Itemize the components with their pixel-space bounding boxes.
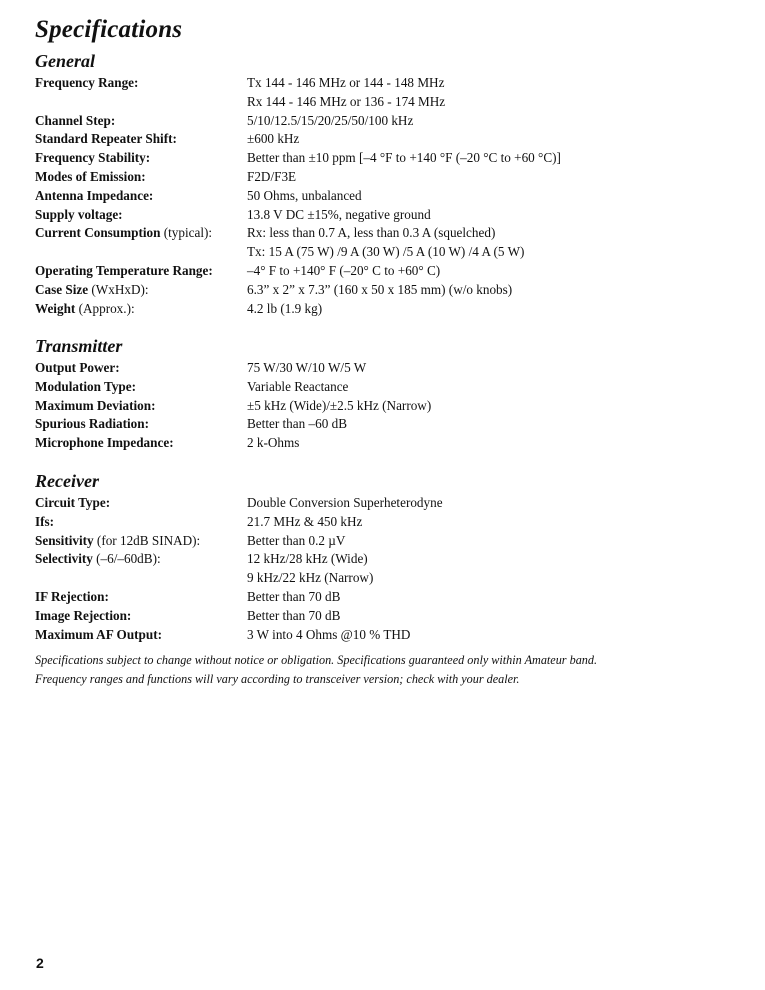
spec-row-image-rejection	[35, 607, 735, 626]
section-heading-receiver: Receiver	[35, 471, 99, 491]
spec-row-case-size	[35, 281, 735, 300]
spec-label: Supply voltage:	[35, 206, 123, 222]
spec-label: Frequency Range:	[35, 75, 139, 90]
spec-row-if-rejection	[35, 588, 735, 607]
spec-value: Better than ±10 ppm [–4 °F to +140 °F (–20 °C to +60 °C)]	[247, 150, 561, 166]
spec-row-frequency-range-rx	[35, 93, 735, 112]
spec-value: Variable Reactance	[247, 378, 349, 394]
spec-label-note: (for 12dB SINAD):	[93, 532, 201, 548]
spec-label-note: (WxHxD):	[88, 281, 149, 297]
spec-row-weight	[35, 300, 735, 319]
spec-row-selectivity-narrow	[35, 569, 735, 588]
receiver-spec-list	[35, 494, 735, 644]
spec-label: Modulation Type:	[35, 378, 136, 394]
spec-value: ±5 kHz (Wide)/±2.5 kHz (Narrow)	[247, 397, 432, 413]
footnote-line: Specifications subject to change without notice or obligation. Specifications guaranteed only within Amateur band.	[35, 653, 598, 667]
spec-value: Double Conversion Superheterodyne	[247, 495, 443, 510]
spec-row-spurious-radiation	[35, 415, 735, 434]
spec-row-selectivity	[35, 550, 735, 569]
spec-value: Better than 70 dB	[247, 607, 341, 623]
spec-row-modes-of-emission	[35, 168, 735, 187]
footnote-line: Frequency ranges and functions will vary according to transceiver version; check with your dealer.	[35, 672, 520, 686]
spec-value: 3 W into 4 Ohms @10 % THD	[247, 626, 411, 642]
spec-label: Maximum Deviation:	[35, 397, 156, 413]
spec-label: Maximum AF Output:	[35, 626, 162, 642]
spec-label: Current Consumption	[35, 225, 161, 241]
spec-label: Modes of Emission:	[35, 168, 146, 184]
spec-label-note: (typical):	[160, 225, 213, 241]
spec-label: Image Rejection:	[35, 607, 132, 623]
spec-label: Ifs:	[35, 513, 55, 529]
spec-label: Microphone Impedance:	[35, 435, 174, 451]
spec-label: Frequency Stability:	[35, 150, 151, 166]
spec-value: Better than –60 dB	[247, 416, 347, 432]
spec-row-frequency-stability	[35, 149, 735, 168]
spec-value: Rx: less than 0.7 A, less than 0.3 A (squelched)	[247, 225, 496, 241]
section-heading-general: General	[35, 51, 95, 71]
spec-value: –4° F to +140° F (–20° C to +60° C)	[247, 262, 441, 278]
spec-value: 12 kHz/28 kHz (Wide)	[247, 551, 368, 567]
spec-row-supply-voltage	[35, 206, 735, 225]
spec-row-channel-step	[35, 112, 735, 131]
spec-row-ifs	[35, 513, 735, 532]
spec-value: 75 W/30 W/10 W/5 W	[247, 360, 367, 375]
spec-row-antenna-impedance	[35, 187, 735, 206]
spec-label: Antenna Impedance:	[35, 187, 154, 203]
spec-value: 4.2 lb (1.9 kg)	[247, 300, 323, 316]
page-title: Specifications	[35, 16, 183, 43]
spec-row-operating-temperature	[35, 262, 735, 281]
spec-value: Tx 144 - 146 MHz or 144 - 148 MHz	[247, 75, 445, 90]
spec-value: 21.7 MHz & 450 kHz	[247, 513, 363, 529]
spec-label: Output Power:	[35, 360, 120, 375]
spec-row-microphone-impedance	[35, 434, 735, 453]
spec-row-sensitivity	[35, 532, 735, 551]
spec-row-output-power	[35, 359, 735, 378]
spec-label: Spurious Radiation:	[35, 416, 149, 432]
spec-label: Selectivity	[35, 551, 93, 567]
spec-row-maximum-deviation	[35, 397, 735, 416]
spec-label: Sensitivity	[35, 532, 94, 548]
spec-value: Tx: 15 A (75 W) /9 A (30 W) /5 A (10 W) /4 A (5 W)	[247, 244, 525, 260]
specifications-footnote	[35, 651, 735, 689]
spec-value: Better than 70 dB	[247, 588, 341, 604]
spec-row-repeater-shift	[35, 130, 735, 149]
general-spec-list	[35, 74, 735, 318]
spec-label: Channel Step:	[35, 112, 116, 128]
spec-label: Case Size	[35, 281, 89, 297]
spec-row-current-consumption-tx	[35, 243, 735, 262]
spec-row-circuit-type	[35, 494, 735, 513]
spec-row-modulation-type	[35, 378, 735, 397]
spec-label: IF Rejection:	[35, 588, 109, 604]
spec-label-note: (–6/–60dB):	[92, 551, 161, 567]
spec-value: Rx 144 - 146 MHz or 136 - 174 MHz	[247, 93, 446, 109]
section-heading-transmitter: Transmitter	[35, 336, 123, 356]
page-number: 2	[36, 955, 44, 971]
spec-value: ±600 kHz	[247, 131, 300, 147]
spec-label: Weight	[35, 300, 76, 316]
spec-label: Circuit Type:	[35, 495, 111, 510]
spec-value: 6.3” x 2” x 7.3” (160 x 50 x 185 mm) (w/o knobs)	[247, 281, 513, 297]
spec-row-maximum-af-output	[35, 626, 735, 645]
spec-value: 5/10/12.5/15/20/25/50/100 kHz	[247, 112, 414, 128]
spec-row-frequency-range	[35, 74, 735, 93]
spec-value: 50 Ohms, unbalanced	[247, 187, 362, 203]
spec-row-current-consumption	[35, 224, 735, 243]
spec-label-note: (Approx.):	[75, 300, 135, 316]
spec-value: 2 k-Ohms	[247, 435, 300, 451]
spec-value: Better than 0.2 µV	[247, 532, 346, 548]
spec-value: 9 kHz/22 kHz (Narrow)	[247, 570, 374, 586]
spec-value: 13.8 V DC ±15%, negative ground	[247, 206, 431, 222]
spec-label: Operating Temperature Range:	[35, 262, 213, 278]
spec-label: Standard Repeater Shift:	[35, 131, 177, 147]
transmitter-spec-list	[35, 359, 735, 453]
spec-value: F2D/F3E	[247, 168, 297, 184]
